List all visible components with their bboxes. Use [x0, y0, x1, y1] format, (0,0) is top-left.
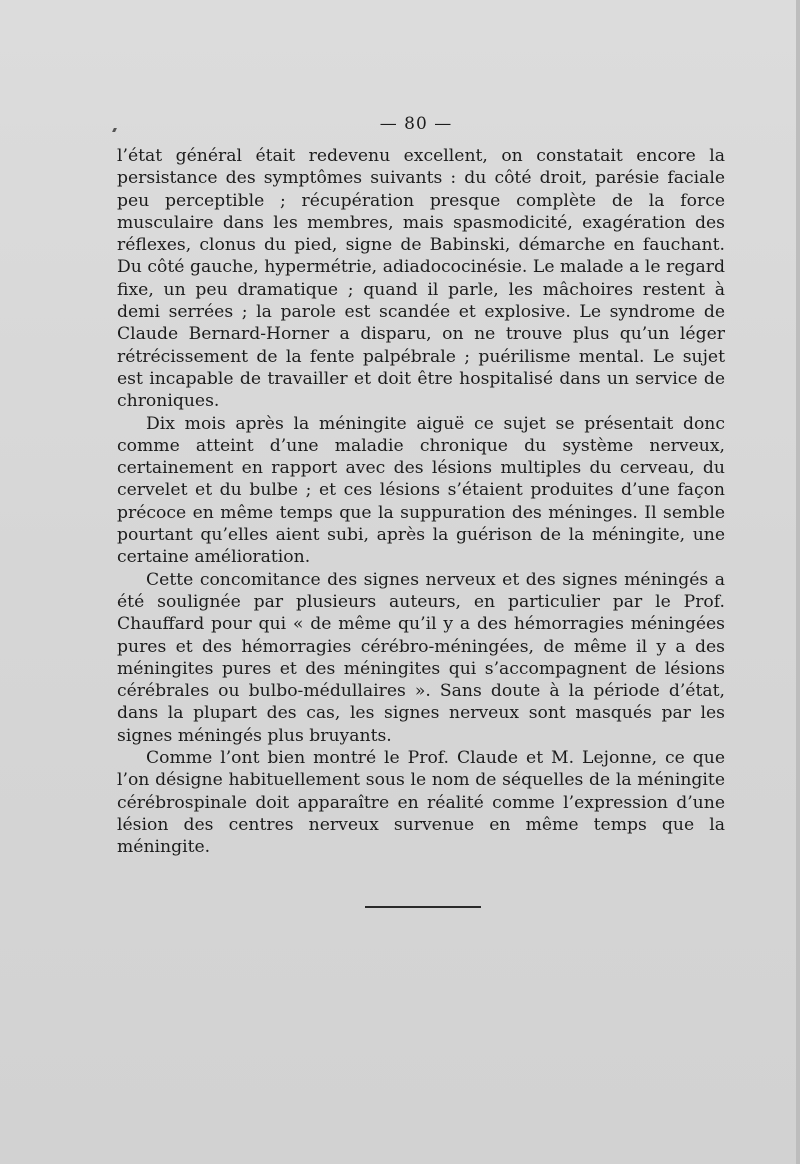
paragraph-continuation: l’état général était redevenu excellent, on constatait encore la persistance des symptômes suivants : du côté droit, parésie faciale peu perceptible ; récupération presque complète de la force musculaire dans les membres, mais spasmodicité, exagération des réflexes, clonus du pied, signe de Babinski, démarche en fauchant. Du côté gauche, hypermétrie, adiadococinésie. Le malade a le regard fixe, un peu dramatique ; quand il parle, les mâchoires restent à demi serrées ; la parole est scandée et explosive. Le syndrome de Claude Bernard-Horner a disparu, on ne trouve plus qu’un léger rétrécissement de la fente palpébrale ; puérilisme mental. Le sujet est incapable de travailler et doit être hospitalisé dans un service de chroniques. — [117, 146, 725, 412]
page-edge — [796, 0, 800, 1164]
paragraph: Comme l’ont bien montré le Prof. Claude et M. Lejonne, ce que l’on désigne habituellement sous le nom de séquelles de la méningite cérébrospinale doit apparaître en réalité comme l’expression d’une lésion des centres nerveux survenue en même temps que la méningite. — [117, 748, 725, 858]
page-number: — 80 — — [379, 114, 453, 134]
section-end-rule — [365, 906, 481, 908]
body-text — [117, 145, 725, 859]
paragraph: Cette concomitance des signes nerveux et des signes méningés a été soulignée par plusieurs auteurs, en particulier par le Prof. Chauffard pour qui « de même qu’il y a des hémorragies méningées pures et des hémorragies cérébro-méningées, de même il y a des méningites pures et des méningites qui s’accompagnent de lésions cérébrales ou bulbo-médullaires ». Sans doute à la période d’état, dans la plupart des cas, les signes nerveux sont masqués par les signes méningés plus bruyants. — [117, 569, 725, 746]
paragraph: Dix mois après la méningite aiguë ce sujet se présentait donc comme atteint d’une maladie chronique du système nerveux, certainement en rapport avec des lésions multiples du cerveau, du cervelet et du bulbe ; et ces lésions s’étaient produites d’une façon précoce en même temps que la suppuration des méninges. Il semble pourtant qu’elles aient subi, après la guérison de la méningite, une certaine amélioration. — [117, 413, 725, 568]
